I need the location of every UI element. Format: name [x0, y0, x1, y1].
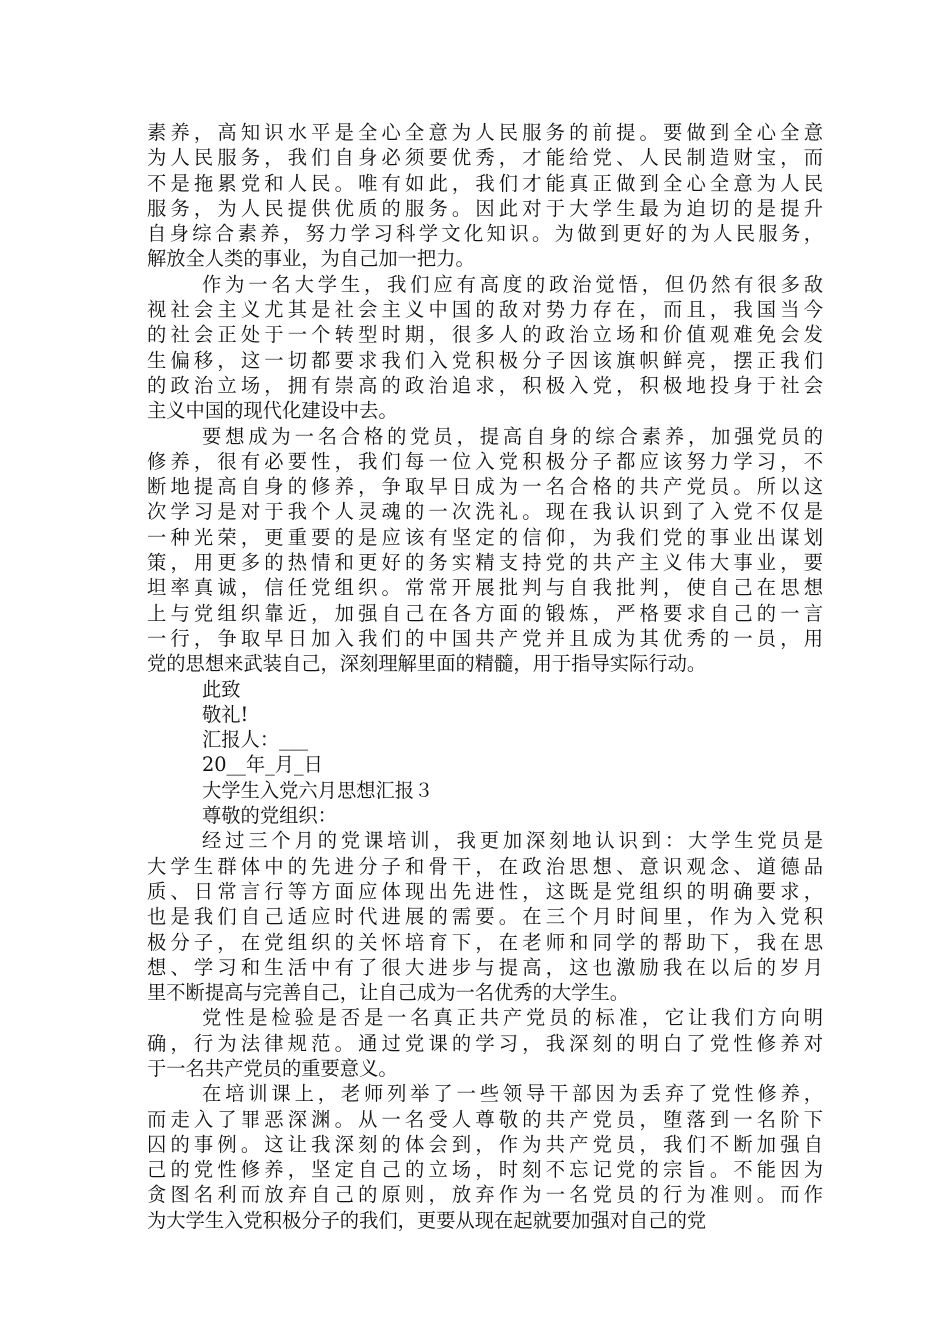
text-line: 的社会正处于一个转型时期，很多人的政治立场和价值观难免会发 [147, 323, 823, 347]
paragraph [147, 120, 823, 272]
paragraph [147, 828, 823, 1005]
text-line: 断地提高自身的修养，争取早日成为一名合格的共产党员。所以这 [147, 475, 823, 499]
text-line: 而走入了罪恶深渊。从一名受人尊敬的共产党员，堕落到一名阶下 [147, 1107, 823, 1131]
paragraph [147, 803, 823, 828]
text-line: 质、日常言行等方面应体现出先进性，这既是党组织的明确要求， [147, 879, 823, 903]
text-line: 囚的事例。这让我深刻的体会到，作为共产党员，我们不断加强自 [147, 1132, 823, 1156]
text-line: 于一名共产党员的重要意义。 [147, 1056, 398, 1080]
paragraph [147, 752, 823, 777]
text-line: 确，行为法律规范。通过党课的学习，我深刻的明白了党性修养对 [147, 1031, 823, 1055]
text-line: 己的党性修养，坚定自己的立场，时刻不忘记党的宗旨。不能因为 [147, 1158, 823, 1182]
text-line: 在培训课上，老师列举了一些领导干部因为丢弃了党性修养， [202, 1082, 823, 1106]
text-line: 策，用更多的热情和更好的务实精支持党的共产主义伟大事业，要 [147, 551, 823, 575]
text-line: 大学生群体中的先进分子和骨干，在政治思想、意识观念、道德品 [147, 854, 823, 878]
paragraph [147, 727, 823, 752]
text-line: 里不断提高与完善自己，让自己成为一名优秀的大学生。 [147, 981, 630, 1005]
text-line: 解放全人类的事业，为自己加一把力。 [147, 247, 475, 271]
text-line: 上与党组织靠近，加强自己在各方面的锻炼，严格要求自己的一言 [147, 601, 823, 625]
text-line: 此致 [202, 677, 241, 701]
text-line: 为大学生入党积极分子的我们，更要从现在起就要加强对自己的党 [147, 1208, 707, 1232]
text-line: 自身综合素养，努力学习科学文化知识。为做到更好的为人民服务， [147, 222, 823, 246]
document-body [147, 120, 823, 1233]
text-line: 想、学习和生活中有了很大进步与提高，这也激励我在以后的岁月 [147, 955, 823, 979]
text-line: 次学习是对于我个人灵魂的一次洗礼。现在我认识到了入党不仅是 [147, 500, 823, 524]
text-line: 生偏移，这一切都要求我们入党积极分子因该旗帜鲜亮，摆正我们 [147, 348, 823, 372]
text-line: 一种光荣，更重要的是应该有坚定的信仰，为我们党的事业出谋划 [147, 525, 823, 549]
text-line: 党的思想来武装自己，深刻理解里面的精髓，用于指导实际行动。 [147, 652, 707, 676]
text-line: 贪图名利而放弃自己的原则，放弃作为一名党员的行为准则。而作 [147, 1183, 823, 1207]
text-line: 要想成为一名合格的党员，提高自身的综合素养，加强党员的 [202, 424, 823, 448]
text-line: 也是我们自己适应时代进展的需要。在三个月时间里，作为入党积 [147, 905, 823, 929]
text-line: 敬礼! [202, 702, 249, 726]
text-line: 大学生入党六月思想汇报３ [202, 778, 434, 802]
paragraph [147, 272, 823, 424]
text-line: 视社会主义尤其是社会主义中国的敌对势力存在，而且，我国当今 [147, 298, 823, 322]
text-line: 的政治立场，拥有崇高的政治追求，积极入党，积极地投身于社会 [147, 373, 823, 397]
text-line: 经过三个月的党课培训，我更加深刻地认识到：大学生党员是 [202, 829, 823, 853]
text-line: 尊敬的党组织： [202, 804, 337, 828]
text-line: 主义中国的现代化建设中去。 [147, 399, 398, 423]
paragraph [147, 424, 823, 677]
text-line: 服务，为人民提供优质的服务。因此对于大学生最为迫切的是提升 [147, 196, 823, 220]
text-line: 为人民服务，我们自身必须要优秀，才能给党、人民制造财宝，而 [147, 146, 823, 170]
text-line: 不是拖累党和人民。唯有如此，我们才能真正做到全心全意为人民 [147, 171, 823, 195]
text-line: 极分子，在党组织的关怀培育下，在老师和同学的帮助下，我在思 [147, 930, 823, 954]
text-line: 作为一名大学生，我们应有高度的政治觉悟，但仍然有很多敌 [202, 272, 823, 296]
text-line: 修养，很有必要性，我们每一位入党积极分子都应该努力学习，不 [147, 449, 823, 473]
paragraph [147, 677, 823, 702]
text-line: 党性是检验是否是一名真正共产党员的标准，它让我们方向明 [202, 1006, 823, 1030]
paragraph [147, 702, 823, 727]
paragraph [147, 1005, 823, 1081]
text-line: 汇报人：___ [202, 728, 309, 752]
text-line: 坦率真诚，信任党组织。常常开展批判与自我批判，使自己在思想 [147, 576, 823, 600]
paragraph [147, 778, 823, 803]
text-line: 一行，争取早日加入我们的中国共产党并且成为其优秀的一员，用 [147, 626, 823, 650]
text-line: 20__年_月_日 [202, 753, 323, 777]
paragraph [147, 1081, 823, 1233]
text-line: 素养，高知识水平是全心全意为人民服务的前提。要做到全心全意 [147, 121, 823, 144]
